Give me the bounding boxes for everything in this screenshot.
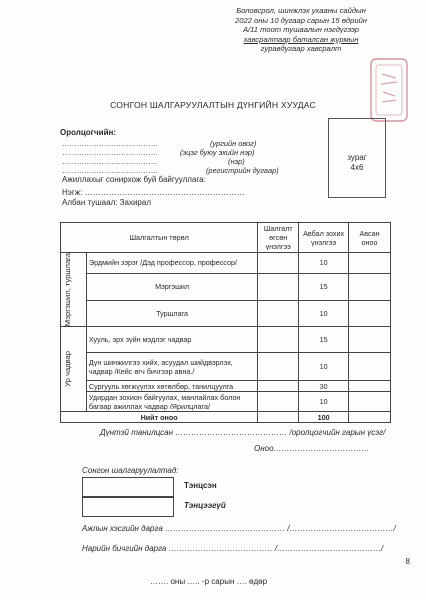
header-given-score: Шалгалт өгсөн үнэлгээ [258, 223, 299, 253]
patronymic-dots: ………………………………… [62, 148, 159, 157]
row-label: Хууль, эрх зүйн мэдлэг чадвар [86, 327, 257, 353]
passed-checkbox[interactable] [82, 477, 174, 498]
group-skills: Ур чадвар [63, 351, 72, 388]
total-value: 100 [299, 412, 349, 423]
decree-line-1: Боловсрол, шинжлэх ухааны сайдын [236, 6, 366, 15]
photo-size: 4x6 [350, 163, 364, 172]
header-received-score: Авсан оноо [349, 223, 391, 253]
participant-label: Оролцогчийн: [60, 128, 116, 137]
decree-reference [206, 6, 396, 54]
table-row [61, 273, 391, 300]
decree-line-2: 2022 оны 10 дугаар сарын 15 өдрийн [235, 15, 367, 25]
group-qualification: Мэргэшил, туршлага [63, 253, 72, 327]
organization-unit: Нэгж: …………………………………………………… [62, 188, 245, 197]
chair-signature-line: Ажлын хэсгийн дарга ……………………………………… /…………………………………/ [82, 524, 396, 533]
page-title: СОНГОН ШАЛГАРУУЛАЛТЫН ДҮНГИЙН ХУУДАС [110, 100, 316, 110]
name-dots: ………………………………… [62, 157, 159, 166]
table-header-row [61, 223, 391, 253]
secretary-signature-line: Нарийн бичгийн дарга ………………………………… /…………………………………/ [82, 544, 384, 553]
decree-line-3: А/11 тоот тушаалын нэгдүгээр [242, 25, 360, 35]
register-hint: (регистрийн дугаар) [206, 166, 279, 175]
row-label: Удирдан зохион байгуулах, манлайлах болон багаар ажиллах чадвар /Ярилцлага/ [86, 392, 257, 412]
photo-label: зураг [347, 153, 367, 162]
selection-label: Сонгон шалгаруулалтад: [82, 466, 179, 475]
row-max: 15 [299, 273, 349, 300]
official-stamp [368, 56, 410, 126]
row-label: Мэргэшил [86, 273, 257, 300]
position-title: Албан тушаал: Захирал [62, 198, 151, 207]
table-row [61, 300, 391, 327]
row-max: 10 [299, 253, 349, 274]
score-table [60, 222, 391, 423]
passed-label: Тэнцсэн [184, 481, 217, 490]
header-max-score: Авбал зохих үнэлгээ [299, 223, 349, 253]
row-max: 30 [299, 381, 349, 392]
page-number: 8 [405, 557, 410, 566]
photo-box [328, 118, 386, 198]
decree-line-4: хавсралтаар баталсан журмын [243, 34, 359, 44]
row-label: Сургууль хөгжүүлэх хөтөлбөр, танилцуулга [86, 381, 257, 392]
total-row [61, 412, 391, 423]
table-row [61, 353, 391, 381]
surname-hint: (ургийн овог) [210, 139, 257, 148]
row-max: 10 [299, 353, 349, 381]
table-row [61, 327, 391, 353]
score-line: Оноо……………………………… [254, 444, 370, 453]
name-hint: (нэр) [228, 157, 245, 166]
row-label: Эрдмийн зэрэг /Дэд профессор, профессор/ [86, 253, 257, 274]
table-row [61, 253, 391, 274]
table-row [61, 392, 391, 412]
failed-checkbox[interactable] [82, 496, 174, 517]
patronymic-hint: (эцэг буюу эхийн нэр) [180, 148, 255, 157]
register-dots: ………………………………… [62, 166, 159, 175]
failed-label: Тэнцээгүй [184, 501, 226, 510]
surname-dots: ………………………………… [62, 139, 159, 148]
row-max: 10 [299, 392, 349, 412]
header-exam-type: Шалгалтын төрөл [61, 223, 258, 253]
row-max: 10 [299, 300, 349, 327]
table-row [61, 381, 391, 392]
row-max: 15 [299, 327, 349, 353]
total-label: Нийт оноо [61, 412, 258, 423]
organization-label: Ажиллахыг сонирхож буй байгууллага: [62, 175, 206, 184]
decree-line-5: гуравдугаар хавсралт [260, 44, 342, 54]
familiarized-signature-line: Дүнтэй танилцсан …………………………………… /оролцогчийн гарын үсэг/ [100, 428, 386, 437]
row-label: Дүн шинжилгээ хийх, асуудал шийдвэрлэх, чадвар /Кейс өгч бичгээр авна./ [86, 353, 257, 381]
date-line: ……. оны ….. -р сарын …. өдөр [150, 577, 268, 586]
row-label: Туршлага [86, 300, 257, 327]
